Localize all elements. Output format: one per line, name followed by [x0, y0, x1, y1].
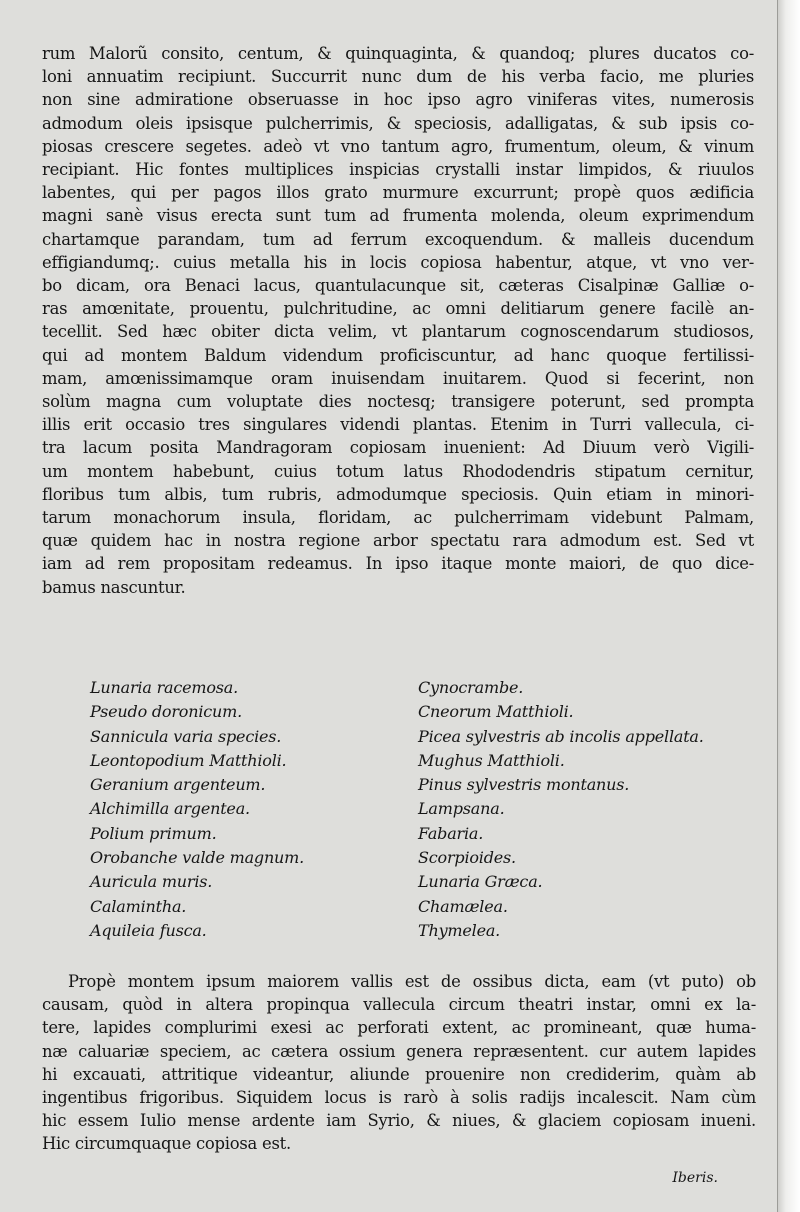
- plant-name: Pinus sylvestris montanus.: [418, 775, 630, 795]
- body-paragraph-2: [42, 970, 756, 1156]
- catchword: Iberis.: [672, 1170, 718, 1186]
- plant-name: Auricula muris.: [90, 872, 213, 892]
- plant-list-left: [90, 676, 304, 943]
- page-edge: [777, 0, 800, 1212]
- plant-name: Aquileia fusca.: [90, 920, 207, 940]
- text-line: ingentibus frigoribus. Siquidem locus is rarò à solis radijs incalescit. Nam cùm: [42, 1088, 756, 1108]
- plant-name: Alchimilla argentea.: [90, 799, 250, 819]
- plant-name: Mughus Matthioli.: [418, 750, 565, 770]
- plant-list-right: [418, 676, 704, 943]
- plant-name: Chamælea.: [418, 896, 508, 916]
- text-line: floribus tum albis, tum rubris, admodumque speciosis. Quin etiam in minori-: [42, 484, 754, 504]
- plant-name: Lampsana.: [418, 799, 505, 819]
- text-line: labentes, qui per pagos illos grato murmure excurrunt; propè quos ædificia: [42, 183, 754, 203]
- text-line: piosas crescere segetes. adeò vt vno tantum agro, frumentum, oleum, & vinum: [42, 136, 754, 156]
- plant-name: Thymelea.: [418, 920, 501, 940]
- text-line: tecellit. Sed hæc obiter dicta velim, vt plantarum cognoscendarum studiosos,: [42, 322, 754, 342]
- text-line: hic essem Iulio mense ardente iam Syrio, & niues, & glaciem copiosam inueni.: [42, 1111, 756, 1131]
- plant-name: Polium primum.: [90, 823, 217, 843]
- text-line: magni sanè visus erecta sunt tum ad frumenta molenda, oleum exprimendum: [42, 206, 754, 226]
- plant-name: Orobanche valde magnum.: [90, 848, 305, 868]
- plant-name: Pseudo doronicum.: [90, 702, 242, 722]
- text-line: iam ad rem propositam redeamus. In ipso itaque monte maiori, de quo dice-: [42, 554, 754, 574]
- plant-name: Sannicula varia species.: [90, 726, 282, 746]
- text-line: mam, amœnissimamque oram inuisendam inuitarem. Quod si fecerint, non: [42, 368, 754, 388]
- text-line: loni annuatim recipiunt. Succurrit nunc dum de his verba facio, me pluries: [42, 67, 754, 87]
- text-line: ras amœnitate, prouentu, pulchritudine, ac omni delitiarum genere facilè an-: [42, 299, 754, 319]
- plant-name: Geranium argenteum.: [90, 775, 266, 795]
- text-line: bamus nascuntur.: [42, 577, 186, 597]
- text-line: quæ quidem hac in nostra regione arbor spectatu rara admodum est. Sed vt: [42, 531, 754, 551]
- plant-name: Fabaria.: [418, 823, 484, 843]
- text-line: hi excauati, attritique videantur, aliunde prouenire non crediderim, quàm ab: [42, 1064, 756, 1084]
- text-line: Propè montem ipsum maiorem vallis est de ossibus dicta, eam (vt puto) ob: [68, 972, 756, 991]
- text-line: tere, lapides complurimi exesi ac perforati extent, ac promineant, quæ huma-: [42, 1018, 756, 1038]
- plant-name: Lunaria racemosa.: [90, 678, 239, 697]
- text-line: rum Malorũ consito, centum, & quinquaginta, & quandoq; plures ducatos co-: [42, 44, 754, 63]
- text-line: Hic circumquaque copiosa est.: [42, 1134, 291, 1154]
- text-line: qui ad montem Baldum videndum proficiscuntur, ad hanc quoque fertilissi-: [42, 345, 754, 365]
- plant-name: Picea sylvestris ab incolis appellata.: [418, 726, 704, 746]
- text-line: chartamque parandam, tum ad ferrum excoquendum. & malleis ducendum: [42, 229, 754, 249]
- plant-name: Scorpioides.: [418, 848, 516, 868]
- plant-name: Cynocrambe.: [418, 678, 524, 697]
- plant-name: Cneorum Matthioli.: [418, 702, 574, 722]
- text-line: solùm magna cum voluptate dies noctesq; transigere poterunt, sed prompta: [42, 392, 754, 412]
- text-line: admodum oleis ipsisque pulcherrimis, & speciosis, adalligatas, & sub ipsis co-: [42, 113, 754, 133]
- plant-name: Calamintha.: [90, 896, 187, 916]
- text-line: tra lacum posita Mandragoram copiosam inuenient: Ad Diuum verò Vigili-: [42, 438, 754, 458]
- text-line: tarum monachorum insula, floridam, ac pulcherrimam videbunt Palmam,: [42, 508, 754, 528]
- plant-name: Lunaria Græca.: [418, 872, 543, 892]
- text-line: effigiandumq;. cuius metalla his in locis copiosa habentur, atque, vt vno ver-: [42, 252, 754, 272]
- text-line: næ caluariæ speciem, ac cætera ossium genera repræsentent. cur autem lapides: [42, 1041, 756, 1061]
- text-line: bo dicam, ora Benaci lacus, quantulacunque sit, cæteras Cisalpinæ Galliæ o-: [42, 276, 754, 296]
- text-line: um montem habebunt, cuius totum latus Rhododendris stipatum cernitur,: [42, 461, 754, 481]
- text-line: causam, quòd in altera propinqua vallecula circum theatri instar, omni ex la-: [42, 995, 756, 1015]
- text-line: recipiant. Hic fontes multiplices inspicias crystalli instar limpidos, & riuulos: [42, 160, 754, 180]
- text-line: illis erit occasio tres singulares videndi plantas. Etenim in Turri vallecula, ci-: [42, 415, 754, 435]
- body-paragraph-1: [42, 42, 754, 599]
- text-line: non sine admiratione obseruasse in hoc ipso agro viniferas vites, numerosis: [42, 90, 754, 110]
- plant-name: Leontopodium Matthioli.: [90, 750, 287, 770]
